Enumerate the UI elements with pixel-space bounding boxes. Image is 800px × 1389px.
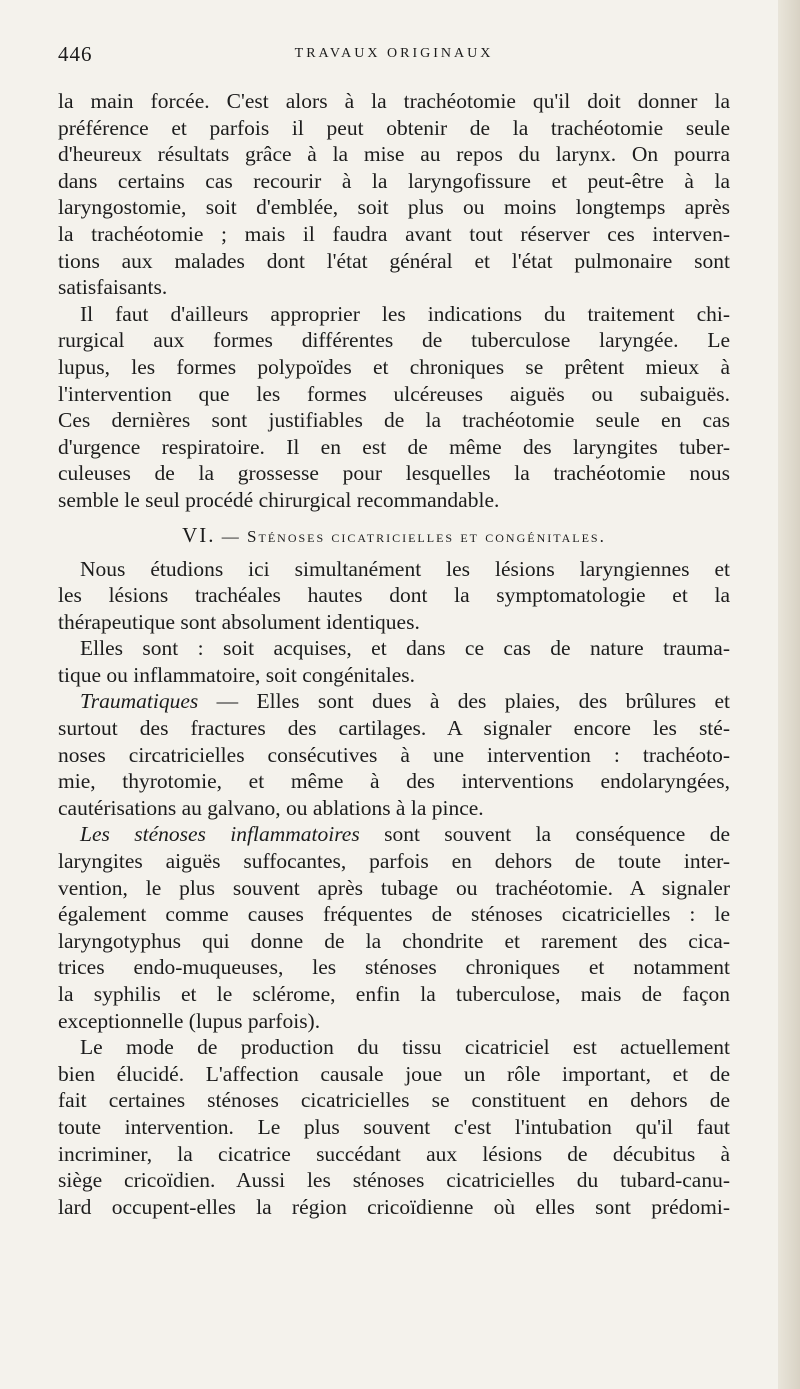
page-number: 446	[58, 42, 93, 66]
text-line: toute intervention. Le plus souvent c'est l'intubation qu'il faut	[58, 1114, 730, 1139]
body-text	[58, 88, 730, 1220]
text-line: Elles sont : soit acquises, et dans ce cas de nature trauma-	[80, 636, 730, 661]
text-line	[58, 688, 730, 715]
text-line: incriminer, la cicatrice succédant aux lésions de décubitus à	[58, 1141, 730, 1166]
text-line: dans certains cas recourir à la laryngofissure et peut-être à la	[58, 168, 730, 193]
text-line: d'urgence respiratoire. Il en est de même des laryngites tuber-	[58, 434, 730, 459]
text-line: satisfaisants.	[58, 275, 168, 300]
text-line: fait certaines sténoses cicatricielles se constituent en dehors de	[58, 1088, 730, 1113]
text-line: Ces dernières sont justifiables de la trachéotomie seule en cas	[58, 408, 730, 433]
text-line: tique ou inflammatoire, soit congénitales.	[58, 662, 416, 687]
text-line: la trachéotomie ; mais il faudra avant tout réserver ces interven-	[58, 221, 730, 246]
text-line: noses circatricielles consécutives à une intervention : trachéoto-	[58, 742, 730, 767]
text-line: l'intervention que les formes ulcéreuses aiguës ou subaiguës.	[58, 381, 730, 406]
text-line: lupus, les formes polypoïdes et chroniques se prêtent mieux à	[58, 354, 730, 379]
italic-lead: Les sténoses inflammatoires	[80, 822, 360, 847]
line-rest: sont souvent la conséquence de	[359, 822, 730, 847]
page-edge	[778, 0, 800, 1389]
text-line: préférence et parfois il peut obtenir de la trachéotomie seule	[58, 115, 730, 140]
text-line: les lésions trachéales hautes dont la symptomatologie et la	[58, 583, 730, 608]
section-heading	[58, 520, 730, 550]
text-line: exceptionnelle (lupus parfois).	[58, 1008, 321, 1033]
text-line	[58, 821, 730, 848]
text-line: vention, le plus souvent après tubage ou trachéotomie. A signaler	[58, 875, 730, 900]
text-line: mie, thyrotomie, et même à des interventions endolaryngées,	[58, 769, 730, 794]
text-line: semble le seul procédé chirurgical recommandable.	[58, 487, 500, 512]
text-line: Le mode de production du tissu cicatriciel est actuellement	[80, 1035, 730, 1060]
italic-lead: Traumatiques	[80, 689, 199, 714]
text-line: laryngostomie, soit d'emblée, soit plus ou moins longtemps après	[58, 195, 730, 220]
section-title: Sténoses cicatricielles et congénitales.	[247, 526, 606, 546]
text-line: tions aux malades dont l'état général et l'état pulmonaire sont	[58, 248, 730, 273]
text-line: cautérisations au galvano, ou ablations à la pince.	[58, 795, 484, 820]
text-line: rurgical aux formes différentes de tuberculose laryngée. Le	[58, 328, 730, 353]
text-line: surtout des fractures des cartilages. A signaler encore les sté-	[58, 716, 730, 741]
text-line: également comme causes fréquentes de sténoses cicatricielles : le	[58, 902, 730, 927]
text-line: culeuses de la grossesse pour lesquelles la trachéotomie nous	[58, 461, 730, 486]
running-head: TRAVAUX ORIGINAUX	[294, 46, 494, 61]
text-line: Nous étudions ici simultanément les lésions laryngiennes et	[80, 556, 730, 581]
section-dash: —	[221, 526, 241, 546]
text-line: laryngotyphus qui donne de la chondrite et rarement des cica-	[58, 928, 730, 953]
text-line: trices endo-muqueuses, les sténoses chroniques et notamment	[58, 955, 730, 980]
text-line: la syphilis et le sclérome, enfin la tuberculose, mais de façon	[58, 982, 730, 1006]
text-line: laryngites aiguës suffocantes, parfois en dehors de toute inter-	[58, 849, 730, 874]
text-line: bien élucidé. L'affection causale joue un rôle important, et de	[58, 1061, 730, 1086]
text-line: siège cricoïdien. Aussi les sténoses cicatricielles du tubard-canu-	[58, 1168, 730, 1193]
text-line: thérapeutique sont absolument identiques.	[58, 609, 420, 634]
text-line: lard occupent-elles la région cricoïdienne où elles sont prédomi-	[58, 1194, 730, 1219]
text-line: Il faut d'ailleurs approprier les indications du traitement chi-	[80, 301, 730, 326]
section-number: VI.	[182, 522, 216, 547]
text-line: la main forcée. C'est alors à la trachéotomie qu'il doit donner la	[58, 89, 730, 113]
text-line: d'heureux résultats grâce à la mise au repos du larynx. On pourra	[58, 142, 730, 167]
line-rest: — Elles sont dues à des plaies, des brûlures et	[198, 689, 730, 714]
page-header	[58, 36, 730, 66]
